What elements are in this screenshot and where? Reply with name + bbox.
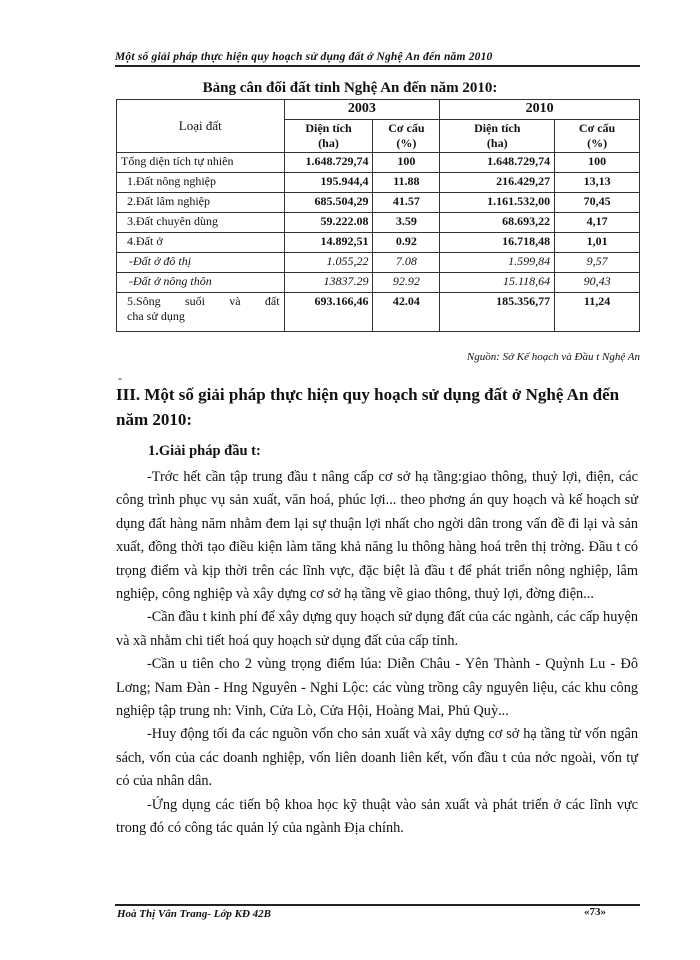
stray-dash: - bbox=[118, 371, 122, 385]
area-2010: 15.118,64 bbox=[440, 273, 555, 293]
share-2003: 11.88 bbox=[373, 173, 440, 193]
row-label: 4.Đất ở bbox=[117, 233, 285, 253]
page-number: «73» bbox=[584, 906, 606, 918]
footer-author: Hoà Thị Vân Trang- Lớp KĐ 42B bbox=[117, 908, 272, 920]
share-2010: 11,24 bbox=[555, 293, 640, 332]
header-area-2003: Diện tích (ha) bbox=[284, 120, 373, 153]
body-text bbox=[116, 466, 638, 841]
paragraph: -Cần đầu t kinh phí để xây dựng quy hoạch sử dụng đất của các ngành, các cấp huyện và xã nhằm chi tiết hoá quy hoạch sử dụng đất của cấp tỉnh. bbox=[116, 609, 638, 649]
table-row bbox=[117, 173, 640, 193]
area-2010: 216.429,27 bbox=[440, 173, 555, 193]
row-label: -Đất ở nông thôn bbox=[117, 273, 285, 293]
share-2010: 1,01 bbox=[555, 233, 640, 253]
share-2003: 0.92 bbox=[373, 233, 440, 253]
section-title: III. Một số giải pháp thực hiện quy hoạch sử dụng đất ở Nghệ An đến năm 2010: bbox=[116, 385, 620, 429]
header-loai-dat: Loại đất bbox=[117, 100, 285, 153]
table-row bbox=[117, 213, 640, 233]
table-row bbox=[117, 233, 640, 253]
header-year-2003: 2003 bbox=[284, 100, 440, 120]
table-row bbox=[117, 273, 640, 293]
table-row bbox=[117, 253, 640, 273]
header-share-2010: Cơ cấu (%) bbox=[555, 120, 640, 153]
share-2003: 100 bbox=[373, 153, 440, 173]
area-2010: 1.599,84 bbox=[440, 253, 555, 273]
paragraph: -Huy động tối đa các nguồn vốn cho sản xuất và xây dựng cơ sở hạ tầng từ vốn ngân sách, vốn của các doanh nghiệp, vốn liên doanh liên kết, vốn đầu t của nớc ngoài, vốn tự có của nhân dân. bbox=[116, 726, 638, 790]
area-2003: 195.944,4 bbox=[284, 173, 373, 193]
share-2010: 90,43 bbox=[555, 273, 640, 293]
area-2003: 14.892,51 bbox=[284, 233, 373, 253]
row-label: Tổng diện tích tự nhiên bbox=[117, 153, 285, 173]
table-row bbox=[117, 193, 640, 213]
area-2010: 16.718,48 bbox=[440, 233, 555, 253]
area-2003: 685.504,29 bbox=[284, 193, 373, 213]
share-2003: 41.57 bbox=[373, 193, 440, 213]
area-2003: 1.055,22 bbox=[284, 253, 373, 273]
share-2010: 9,57 bbox=[555, 253, 640, 273]
row-label: 3.Đất chuyên dùng bbox=[117, 213, 285, 233]
paragraph: -Ứng dụng các tiến bộ khoa học kỹ thuật vào sản xuất và phát triển ở các lĩnh vực trong đó có công tác quản lý của ngành Địa chính. bbox=[116, 796, 638, 837]
table-source: Nguồn: Sở Kế hoạch và Đầu t Nghệ An bbox=[466, 351, 640, 363]
share-2010: 4,17 bbox=[555, 213, 640, 233]
table-row bbox=[117, 293, 640, 332]
area-2010: 185.356,77 bbox=[440, 293, 555, 332]
area-2010: 1.161.532,00 bbox=[440, 193, 555, 213]
header-share-2003: Cơ cấu (%) bbox=[373, 120, 440, 153]
header-area-2010: Diện tích (ha) bbox=[440, 120, 555, 153]
row-label: -Đất ở đô thị bbox=[117, 253, 285, 273]
area-2003: 59.222.08 bbox=[284, 213, 373, 233]
row-label: 2.Đất lâm nghiệp bbox=[117, 193, 285, 213]
footer-rule bbox=[115, 904, 640, 906]
area-2003: 13837.29 bbox=[284, 273, 373, 293]
area-2010: 1.648.729,74 bbox=[440, 153, 555, 173]
paragraph: -Cần u tiên cho 2 vùng trọng điểm lúa: Diễn Châu - Yên Thành - Quỳnh Lu - Đô Lơng; Nam Đàn - Hng Nguyên - Nghi Lộc: các vùng trồng cây nguyên liệu, các khu công nghiệp tập trung nh: Vinh, Cửa Lò, Cửa Hội, Hoàng Mai, Phủ Quỳ... bbox=[116, 656, 638, 720]
page-header bbox=[115, 47, 640, 67]
area-2010: 68.693,22 bbox=[440, 213, 555, 233]
share-2003: 42.04 bbox=[373, 293, 440, 332]
paragraph: -Trớc hết cần tập trung đầu t nâng cấp cơ sở hạ tầng:giao thông, thuỷ lợi, điện, các công trình phục vụ sản xuất, văn hoá, phúc lợi... theo phơng án quy hoạch và kế hoạch sử dụng đất hàng năm nhằm đem lại sự thuận lợi nhất cho ngời dân trong vấn đề đi lại và sản xuất, đồng thời tạo điều kiện làm tăng khả năng lu thông hàng hoá trên thị trờng. Đầu t có trọng điểm và kịp thời trên các lĩnh vực, đặc biệt là đầu t để phát triển nông nghiệp, lâm nghiệp, công nghiệp và xây dựng cơ sở hạ tầng về giao thông, thuỷ lợi, đờng điện... bbox=[116, 469, 638, 603]
subsection-title: 1.Giải pháp đầu t: bbox=[148, 443, 261, 459]
table-row bbox=[117, 153, 640, 173]
area-2003: 693.166,46 bbox=[284, 293, 373, 332]
header-year-2010: 2010 bbox=[440, 100, 640, 120]
share-2010: 100 bbox=[555, 153, 640, 173]
share-2003: 3.59 bbox=[373, 213, 440, 233]
row-label: 5.Sông suối và đất cha sử dụng bbox=[117, 293, 285, 332]
header-text: Một số giải pháp thực hiện quy hoạch sử dụng đất ở Nghệ An đến năm 2010 bbox=[115, 51, 493, 63]
share-2010: 70,45 bbox=[555, 193, 640, 213]
land-balance-table bbox=[116, 99, 640, 332]
share-2003: 92.92 bbox=[373, 273, 440, 293]
share-2003: 7.08 bbox=[373, 253, 440, 273]
share-2010: 13,13 bbox=[555, 173, 640, 193]
table-header-row bbox=[117, 100, 640, 120]
row-label: 1.Đất nông nghiệp bbox=[117, 173, 285, 193]
table-title: Bảng cân đối đất tỉnh Nghệ An đến năm 2010: bbox=[202, 80, 498, 96]
area-2003: 1.648.729,74 bbox=[284, 153, 373, 173]
